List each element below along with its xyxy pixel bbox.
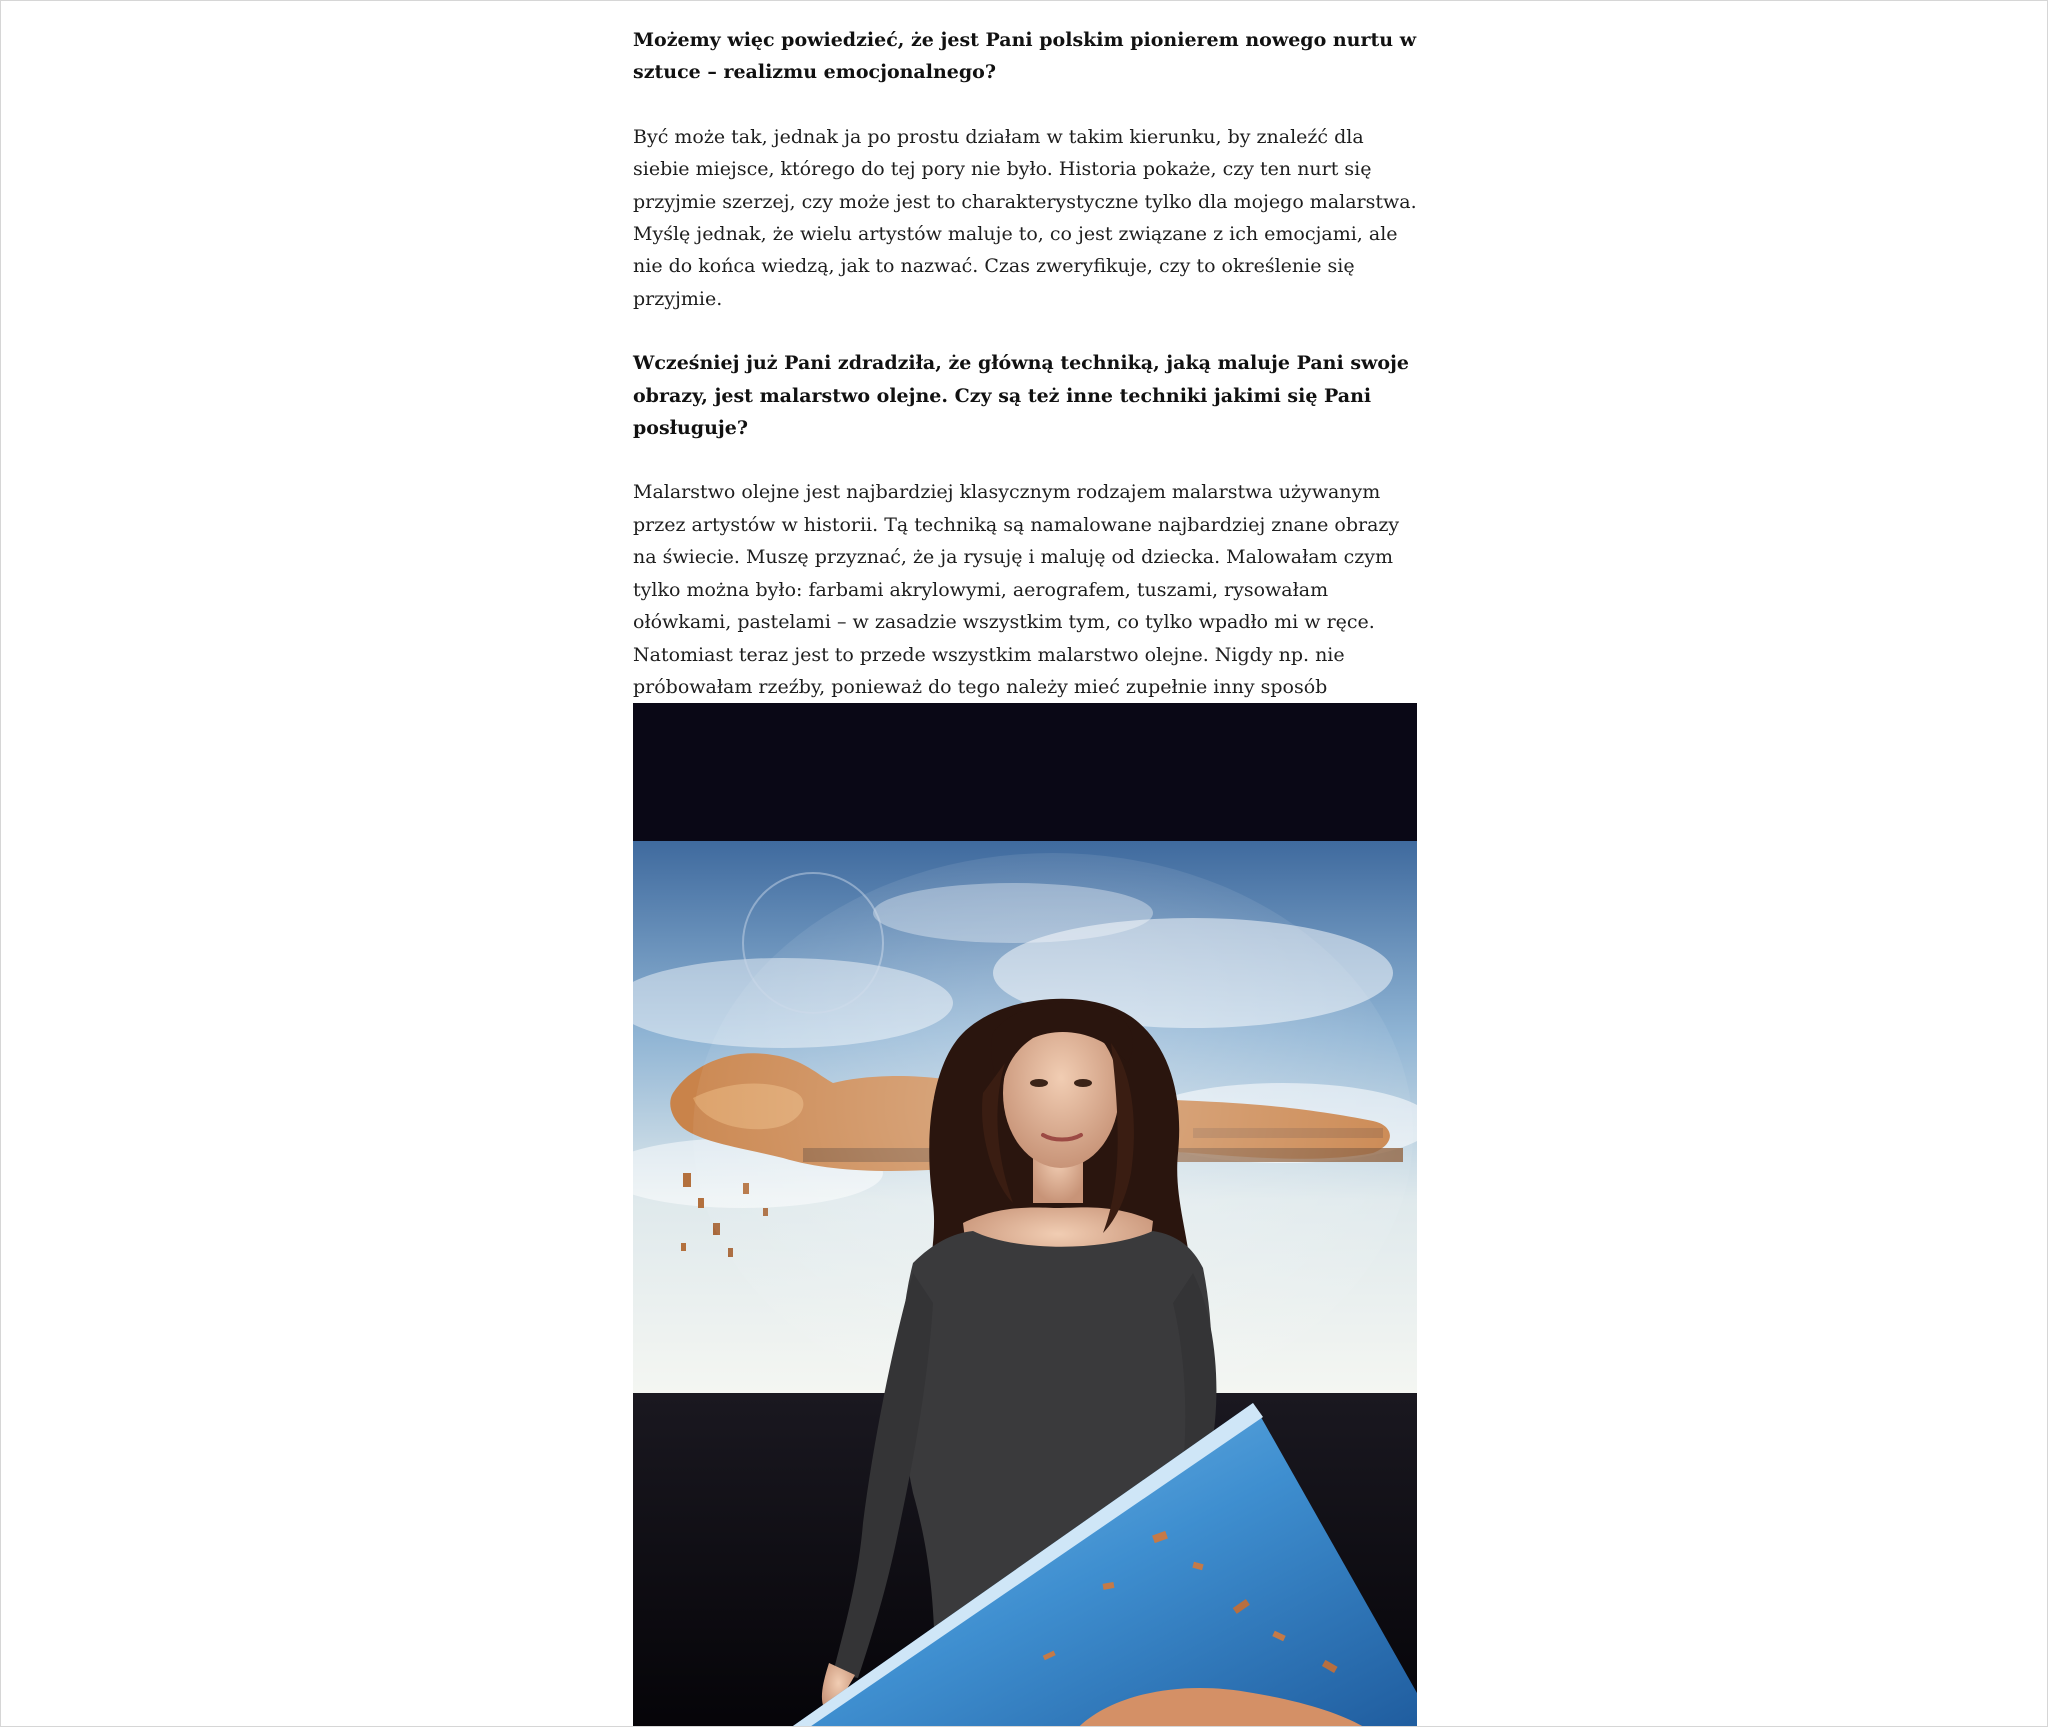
- artist-photo-illustration: [633, 703, 1417, 1727]
- article-body: [633, 24, 1418, 800]
- interview-answer-2: Malarstwo olejne jest najbardziej klasycznym rodzajem malarstwa używanym przez artystów w historii. Tą techniką są namalowane najbardziej znane obrazy na świecie. Muszę przyznać, że ja rysuję i maluję od dziecka. Malowałam czym tylko można było: farbami akrylowymi, aerografem, tuszami, rysowałam ołówkami, pastelami – w zasadzie wszystkim tym, co tylko wpadło mi w ręce. Natomiast teraz jest to przede wszystkim malarstwo olejne. Nigdy np. nie próbowałam rzeźby, ponieważ do tego należy mieć zupełnie inny sposób: [633, 481, 1400, 698]
- article-photo: [633, 703, 1417, 1727]
- interview-question-1: Możemy więc powiedzieć, że jest Pani polskim pionierem nowego nurtu w sztuce – realizmu emocjonalnego?: [633, 29, 1417, 84]
- interview-answer-1: Być może tak, jednak ja po prostu działam w takim kierunku, by znaleźć dla siebie miejsce, którego do tej pory nie było. Historia pokaże, czy ten nurt się przyjmie szerzej, czy może jest to charakterystyczne tylko dla mojego malarstwa. Myślę jednak, że wielu artystów maluje to, co jest związane z ich emocjami, ale nie do końca wiedzą, jak to nazwać. Czas zweryfikuje, czy to określenie się przyjmie.: [633, 125, 1417, 310]
- interview-question-2: Wcześniej już Pani zdradziła, że główną techniką, jaką maluje Pani swoje obrazy, jest malarstwo olejne. Czy są też inne techniki jakimi się Pani posługuje?: [633, 352, 1410, 440]
